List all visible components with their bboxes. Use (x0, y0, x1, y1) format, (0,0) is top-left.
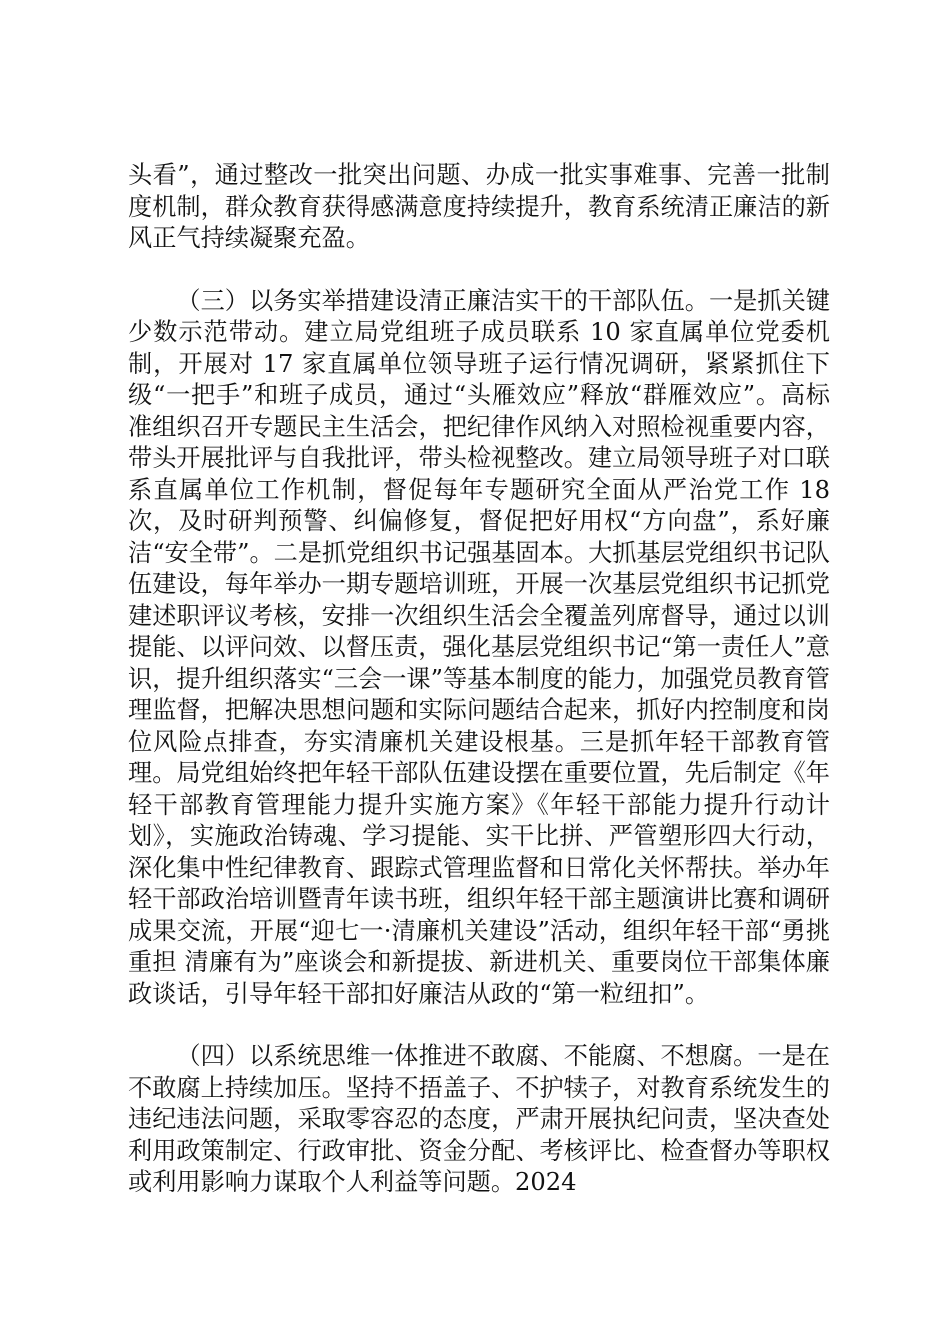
paragraph-section-three: （三）以务实举措建设清正廉洁实干的干部队伍。一是抓关键少数示范带动。建立局党组班子成员联系 10 家直属单位党委机制，开展对 17 家直属单位领导班子运行情况调研，紧紧抓住下级“一把手”和班子成员，通过“头雁效应”释放“群雁效应”。高标准组织召开专题民主生活会，把纪律作风纳入对照检视重要内容，带头开展批评与自我批评，带头检视整改。建立局领导班子对口联系直属单位工作机制，督促每年专题研究全面从严治党工作 18 次，及时研判预警、纠偏修复，督促把好用权“方向盘”，系好廉洁“安全带”。二是抓党组织书记强基固本。大抓基层党组织书记队伍建设，每年举办一期专题培训班，开展一次基层党组织书记抓党建述职评议考核，安排一次组织生活会全覆盖列席督导，通过以训提能、以评问效、以督压责，强化基层党组织书记“第一责任人”意识，提升组织落实“三会一课”等基本制度的能力，加强党员教育管理监督，把解决思想问题和实际问题结合起来，抓好内控制度和岗位风险点排查，夯实清廉机关建设根基。三是抓年轻干部教育管理。局党组始终把年轻干部队伍建设摆在重要位置，先后制定《年轻干部教育管理能力提升实施方案》《年轻干部能力提升行动计划》，实施政治铸魂、学习提能、实干比拼、严管塑形四大行动，深化集中性纪律教育、跟踪式管理监督和日常化关怀帮扶。举办年轻干部政治培训暨青年读书班，组织年轻干部主题演讲比赛和调研成果交流，开展“迎七一·清廉机关建设”活动，组织年轻干部“勇挑重担 清廉有为”座谈会和新提拔、新进机关、重要岗位干部集体廉政谈话，引导年轻干部扣好廉洁从政的“第一粒纽扣”。 (128, 286, 830, 1008)
document-page (128, 160, 830, 1230)
paragraph-section-four: （四）以系统思维一体推进不敢腐、不能腐、不想腐。一是在不敢腐上持续加压。坚持不捂盖子、不护犊子，对教育系统发生的违纪违法问题，采取零容忍的态度，严肃开展执纪问责，坚决查处利用政策制定、行政审批、资金分配、考核评比、检查督办等职权或利用影响力谋取个人利益等问题。2024 (128, 1042, 830, 1196)
paragraph-continuation: 头看”，通过整改一批突出问题、办成一批实事难事、完善一批制度机制，群众教育获得感满意度持续提升，教育系统清正廉洁的新风正气持续凝聚充盈。 (128, 161, 830, 252)
